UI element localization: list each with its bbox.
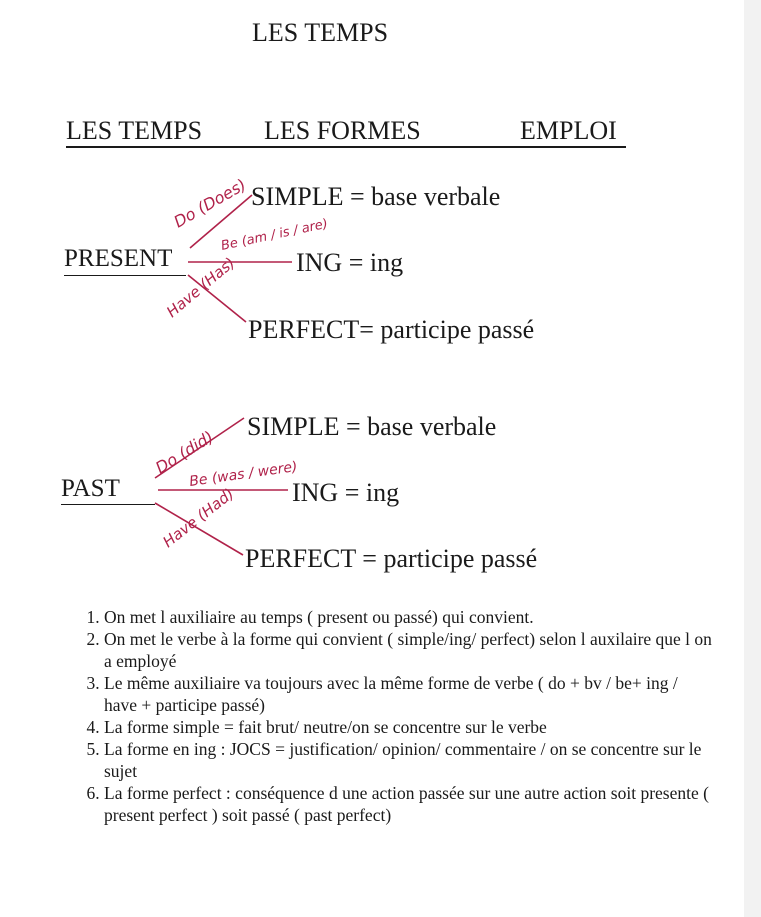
present-branch-perfect [188, 275, 246, 322]
present-perfect-form: PERFECT= participe passé [248, 315, 535, 344]
column-header-formes: LES FORMES [264, 116, 421, 145]
present-ing-annotation: Be (am / is / are) [219, 216, 330, 254]
column-header-emploi: EMPLOI [520, 116, 617, 145]
past-perfect-annotation: Have (Had) [159, 484, 238, 552]
present-underline [64, 275, 186, 276]
past-ing-form: ING = ing [292, 478, 400, 507]
past-underline [61, 504, 155, 505]
past-tense-label: PAST [61, 475, 120, 502]
column-header-temps: LES TEMPS [66, 116, 203, 145]
rule-item: 2. On met le verbe à la forme qui convient ( simple/ing/ perfect) selon l auxilaire que l on a employé [104, 628, 714, 672]
present-simple-annotation: Do (Does) [170, 175, 250, 232]
past-ing-annotation: Be (was / were) [188, 458, 299, 490]
present-ing-form: ING = ing [296, 248, 404, 277]
present-branch-simple [190, 195, 252, 248]
past-simple-annotation: Do (did) [152, 427, 217, 478]
rule-item: 1. On met l auxiliaire au temps ( present ou passé) qui convient. [104, 606, 714, 628]
present-simple-form: SIMPLE = base verbale [251, 182, 501, 211]
past-branch-perfect [155, 503, 243, 555]
rule-item: 3. Le même auxiliaire va toujours avec la même forme de verbe ( do + bv / be+ ing / have + participe passé) [104, 672, 714, 716]
present-tense-label: PRESENT [64, 245, 173, 272]
rule-item: 4. La forme simple = fait brut/ neutre/on se concentre sur le verbe [104, 716, 714, 738]
page-title: LES TEMPS [252, 18, 389, 47]
page-edge [744, 0, 761, 917]
rules-list [70, 606, 714, 826]
present-perfect-annotation: Have (Has) [163, 253, 239, 322]
past-simple-form: SIMPLE = base verbale [247, 412, 497, 441]
past-perfect-form: PERFECT = participe passé [245, 544, 538, 573]
rule-item: 5. La forme en ing : JOCS = justification/ opinion/ commentaire / on se concentre sur le sujet [104, 738, 714, 782]
header-underline [66, 146, 626, 148]
rule-item: 6. La forme perfect : conséquence d une action passée sur une autre action soit presente ( present perfect ) soit passé ( past perfect) [104, 782, 714, 826]
past-branch-simple [155, 418, 244, 478]
